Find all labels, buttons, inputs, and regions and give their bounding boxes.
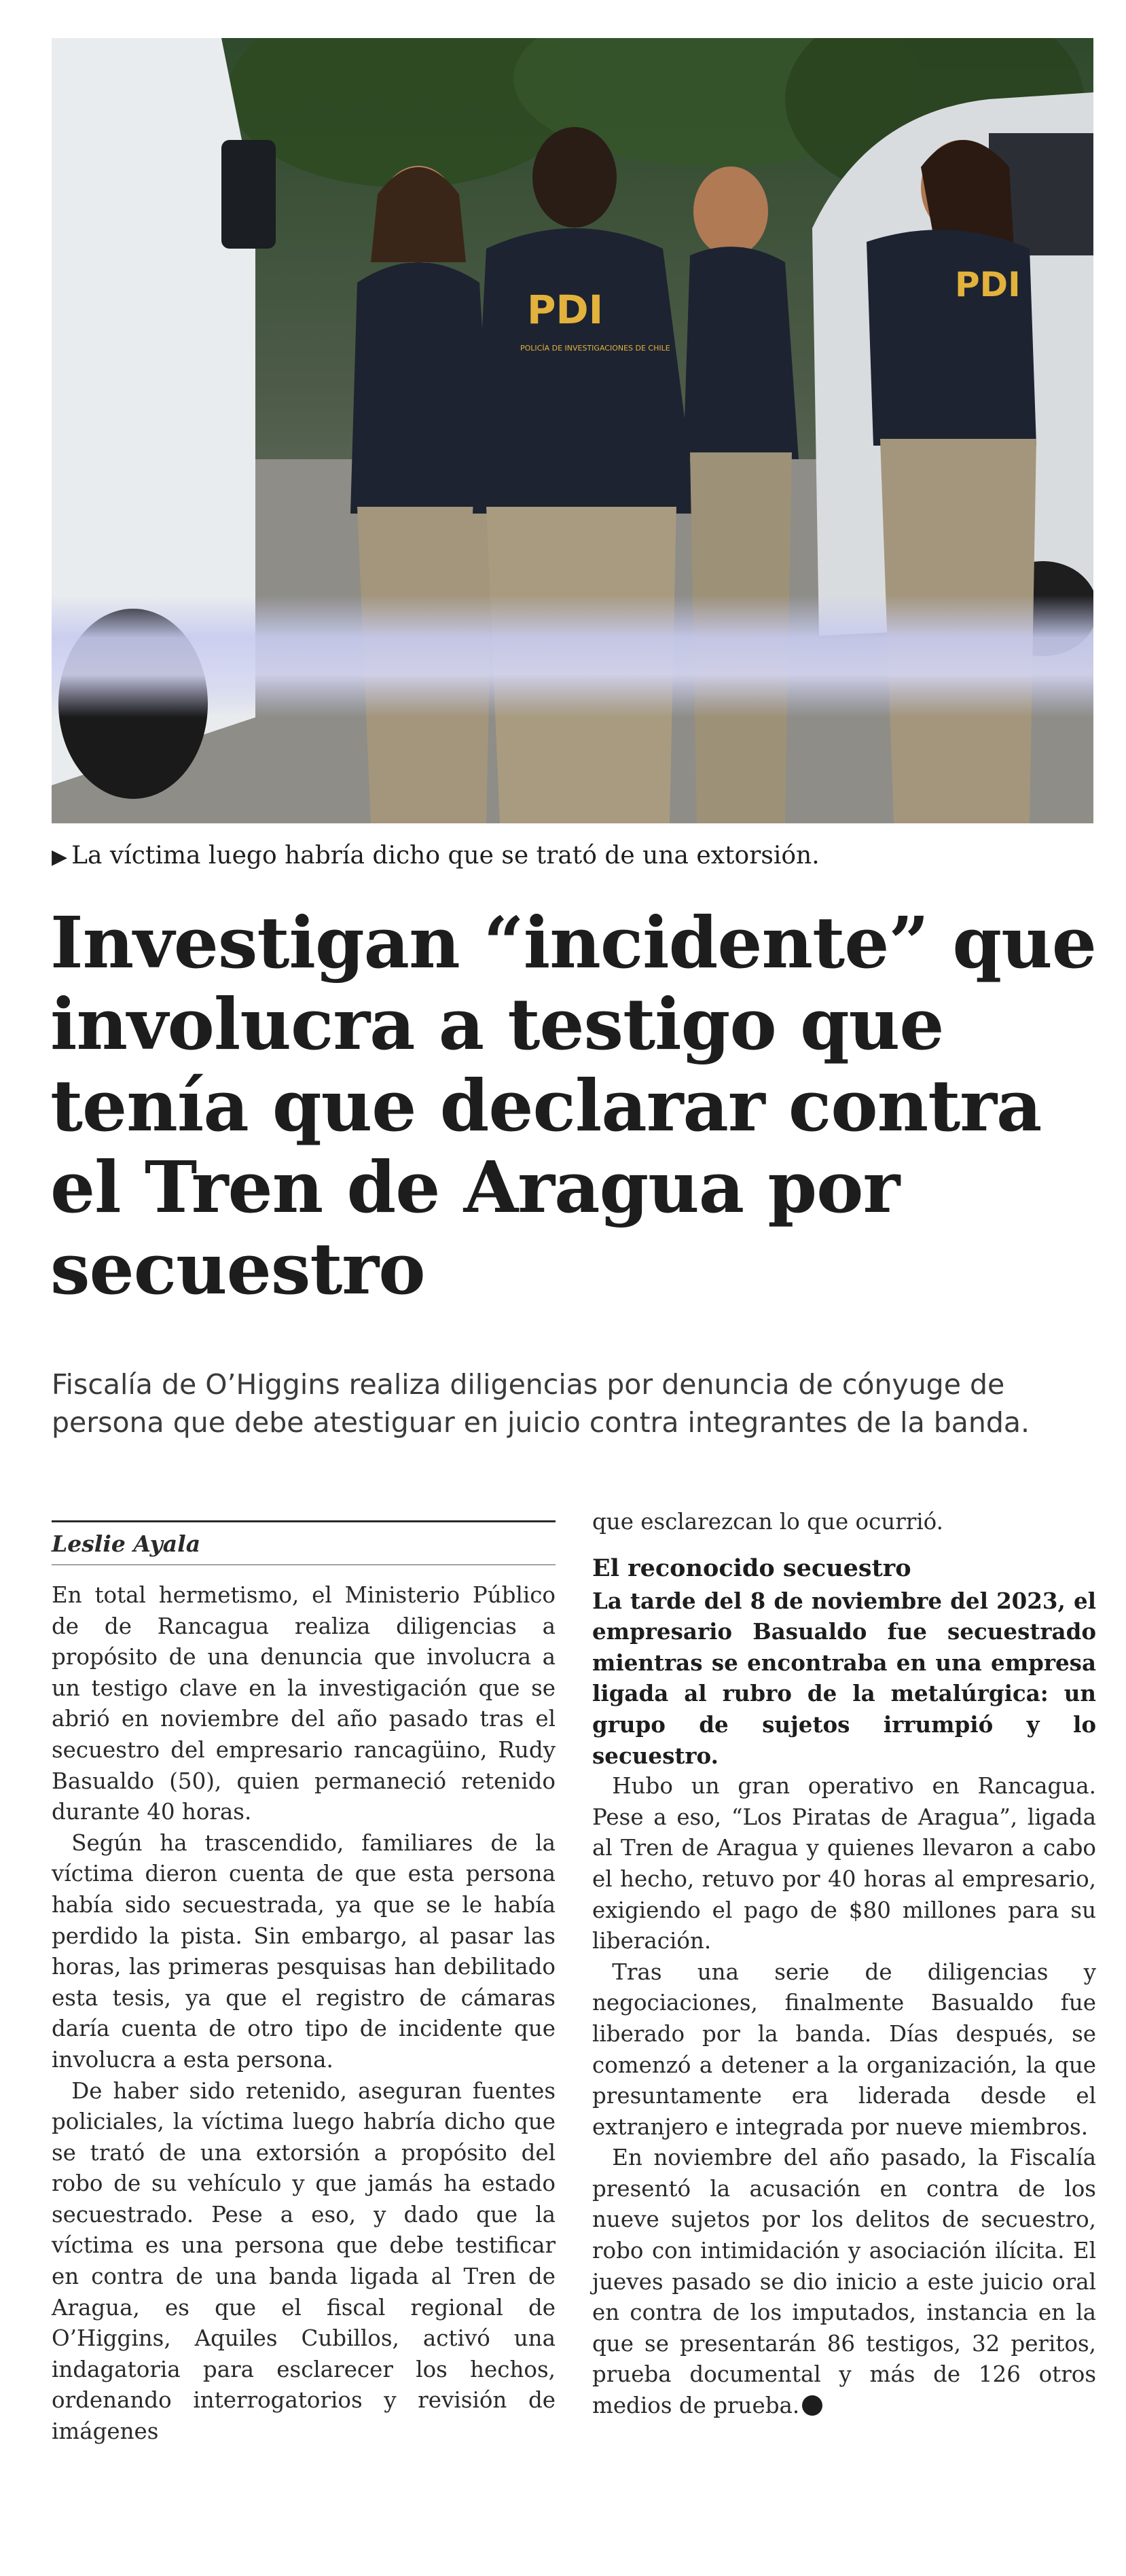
officer-3 <box>683 166 799 823</box>
lead-paragraph: La tarde del 8 de noviembre del 2023, el empresario Basualdo fue secuestrado mientras se encontraba en una empresa ligada al rubro de la metalúrgica: un grupo de sujetos irrumpió y lo secuestro. <box>592 1587 1096 1769</box>
caption-text: La víctima luego habría dicho que se trató de una extorsión. <box>71 842 820 870</box>
final-paragraph <box>592 2143 1096 2421</box>
body-paragraph: En total hermetismo, el Ministerio Público de de Rancagua realiza diligencias a propósito de una denuncia que involucra a un testigo clave en la investigación que se abrió en noviembre del año pasado tras el secuestro del empresario rancagüino, Rudy Basualdo (50), quien permaneció retenido durante 40 horas. <box>52 1582 556 1825</box>
left-column <box>52 1507 556 2448</box>
police-scene-illustration <box>52 38 1093 823</box>
headline: Investigan “incidente” que involucra a testigo que tenía que declarar contra el Tren de Aragua por secuestro <box>50 901 1096 1310</box>
body-paragraph: Tras una serie de diligencias y negociaciones, finalmente Basualdo fue liberado por la banda. Días después, se comenzó a detener a la organización, la que presuntamente era liderada desde el extranjero e integrada por nueve miembros. <box>592 1958 1096 2140</box>
caption-marker-icon: ▶ <box>52 845 68 869</box>
body-paragraph: De haber sido retenido, aseguran fuentes policiales, la víctima luego habría dicho que se trató de una extorsión a propósito del robo de su vehículo y que jamás ha estado secuestrado. Pese a eso, y dado que la víctima es una persona que debe testificar en contra de una banda ligada al Tren de Aragua, es que el fiscal regional de O’Higgins, Aquiles Cubillos, activó una indagatoria para esclarecer los hechos, ordenando interrogatorios y revisión de imágenes <box>52 2077 556 2445</box>
photo-caption <box>52 841 1093 872</box>
body-paragraph: Según ha trascendido, familiares de la víctima dieron cuenta de que esta persona había sido secuestrada, ya que se le había perdido la pista. Sin embargo, al pasar las horas, las primeras pesquisas han debilitado esta tesis, ya que el registro de cámaras daría cuenta de otro tipo de incidente que involucra a esta persona. <box>52 1829 556 2073</box>
news-photo <box>52 38 1093 823</box>
vest-label-2: PDI <box>955 265 1021 304</box>
right-column <box>592 1507 1096 2422</box>
police-tape <box>52 595 1093 717</box>
continuation-paragraph: que esclarezcan lo que ocurrió. <box>592 1509 944 1535</box>
vest-label: PDI <box>527 287 604 333</box>
body-paragraph: Hubo un gran operativo en Rancagua. Pese a eso, “Los Piratas de Aragua”, ligada al Tren de Aragua y quienes llevaron a cabo el hecho, retuvo por 40 horas al empresario, exigiendo el pago de $80 millones para su liberación. <box>592 1773 1096 1954</box>
end-of-article-icon <box>802 2395 822 2416</box>
final-paragraph-text: En noviembre del año pasado, la Fiscalía presentó la acusación en contra de los nueve sujetos por los delitos de secuestro, robo con intimidación y asociación ilícita. El jueves pasado se dio inicio a este juicio oral en contra de los imputados, instancia en la que se presentarán 86 testigos, 32 peritos, prueba documental y más de 126 otros medios de prueba. <box>592 2145 1096 2419</box>
section-subtitle: El reconocido secuestro <box>592 1554 911 1582</box>
subhead: Fiscalía de O’Higgins realiza diligencias por denuncia de cónyuge de persona que debe atestiguar en juicio contra integrantes de la banda. <box>52 1368 1030 1439</box>
byline: Leslie Ayala <box>52 1520 556 1565</box>
vest-small-label: POLICÍA DE INVESTIGACIONES DE CHILE <box>520 344 670 353</box>
officer-4 <box>867 140 1036 823</box>
